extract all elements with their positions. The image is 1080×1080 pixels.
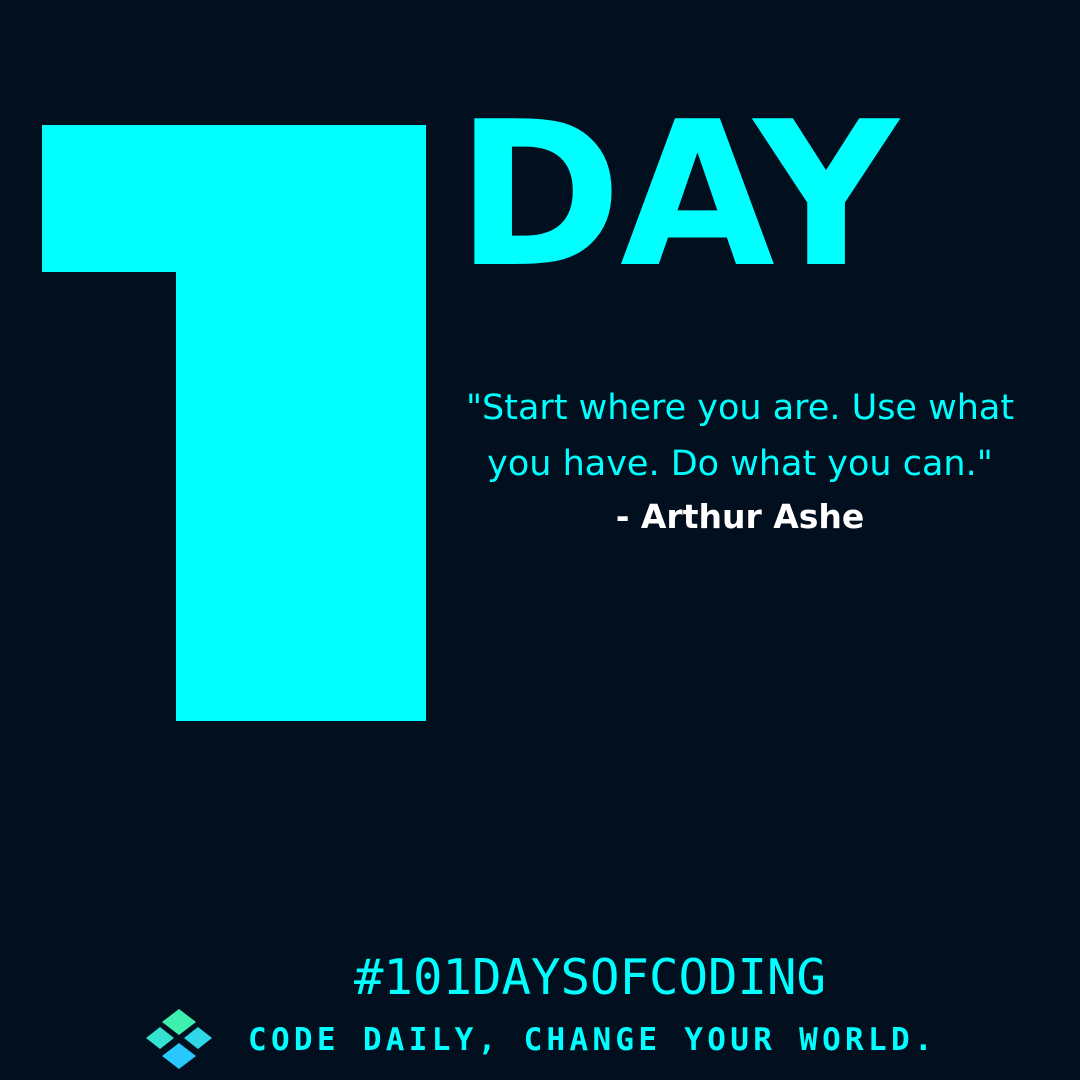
tagline: CODE DAILY, CHANGE YOUR WORLD. <box>248 1022 937 1058</box>
quote-text: "Start where you are. Use what you have. Do what you can." <box>465 388 1015 484</box>
quote-block <box>430 380 1050 542</box>
stacked-diamonds-logo-icon <box>146 1007 212 1073</box>
footer <box>146 1006 937 1074</box>
quote-author: - Arthur Ashe <box>615 497 865 536</box>
day-label: DAY <box>456 79 897 312</box>
hashtag-title: #101DAYSOFCODING <box>353 949 826 1006</box>
